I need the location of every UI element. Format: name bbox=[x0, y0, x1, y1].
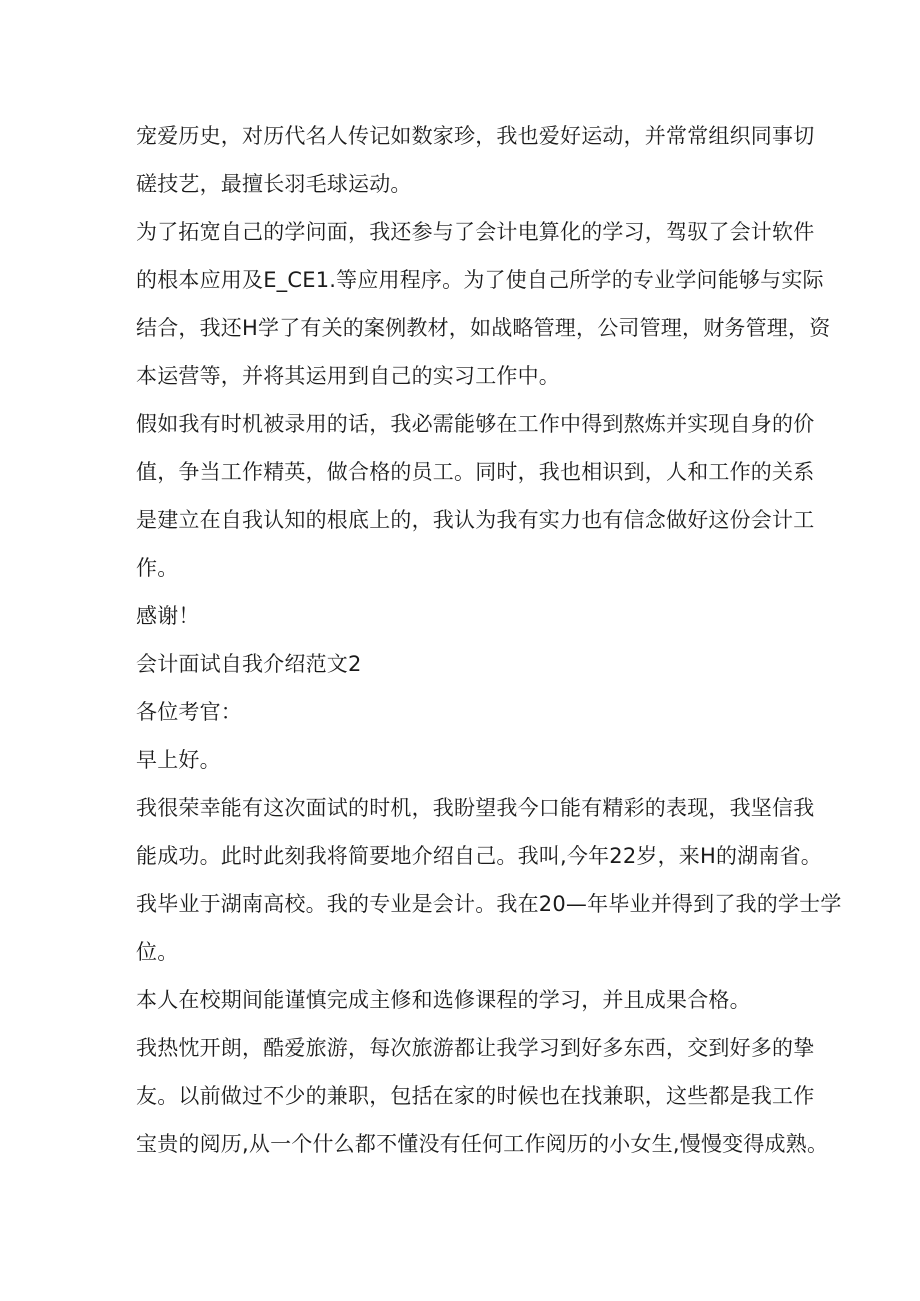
text-line: 各位考官： bbox=[136, 700, 242, 724]
text-line: 早上好。 bbox=[136, 748, 221, 772]
text-line: 友。以前做过不少的兼职，包括在家的时候也在找兼职，这些都是我工作 bbox=[136, 1084, 815, 1108]
text-line: 结合，我还H学了有关的案例教材，如战略管理，公司管理，财务管理，资 bbox=[136, 316, 831, 340]
text-line: 位。 bbox=[136, 940, 179, 964]
text-line: 作。 bbox=[136, 556, 179, 580]
text-line: 值，争当工作精英，做合格的员工。同时，我也相识到，人和工作的关系 bbox=[136, 460, 815, 484]
text-line: 是建立在自我认知的根底上的，我认为我有实力也有信念做好这份会计工 bbox=[136, 508, 815, 532]
text-line: 我热忱开朗，酷爱旅游，每次旅游都让我学习到好多东西，交到好多的挚 bbox=[136, 1036, 815, 1060]
text-line: 我很荣幸能有这次面试的时机，我盼望我今口能有精彩的表现，我坚信我 bbox=[136, 796, 815, 820]
text-line: 假如我有时机被录用的话，我必需能够在工作中得到熬炼并实现自身的价 bbox=[136, 412, 815, 436]
text-line: 本运营等，并将其运用到自己的实习工作中。 bbox=[136, 364, 560, 388]
text-line: 磋技艺，最擅长羽毛球运动。 bbox=[136, 172, 412, 196]
text-line: 为了拓宽自己的学问面，我还参与了会计电算化的学习，驾驭了会计软件 bbox=[136, 220, 815, 244]
text-line: 宝贵的阅历,从一个什么都不懂没有任何工作阅历的小女生,慢慢变得成熟。 bbox=[136, 1132, 829, 1156]
text-line: 能成功。此时此刻我将简要地介绍自己。我叫,今年22岁，来H的湖南省。 bbox=[136, 844, 822, 868]
text-line: 宠爱历史，对历代名人传记如数家珍，我也爱好运动，并常常组织同事切 bbox=[136, 124, 815, 148]
text-line: 的根本应用及E_CE1.等应用程序。为了使自己所学的专业学问能够与实际 bbox=[136, 268, 824, 292]
document-body bbox=[136, 112, 842, 1168]
text-line: 我毕业于湖南高校。我的专业是会计。我在20—年毕业并得到了我的学士学 bbox=[136, 892, 842, 916]
section-heading: 会计面试自我介绍范文2 bbox=[136, 652, 362, 676]
text-line: 本人在校期间能谨慎完成主修和选修课程的学习，并且成果合格。 bbox=[136, 988, 751, 1012]
text-line: 感谢！ bbox=[136, 604, 200, 628]
